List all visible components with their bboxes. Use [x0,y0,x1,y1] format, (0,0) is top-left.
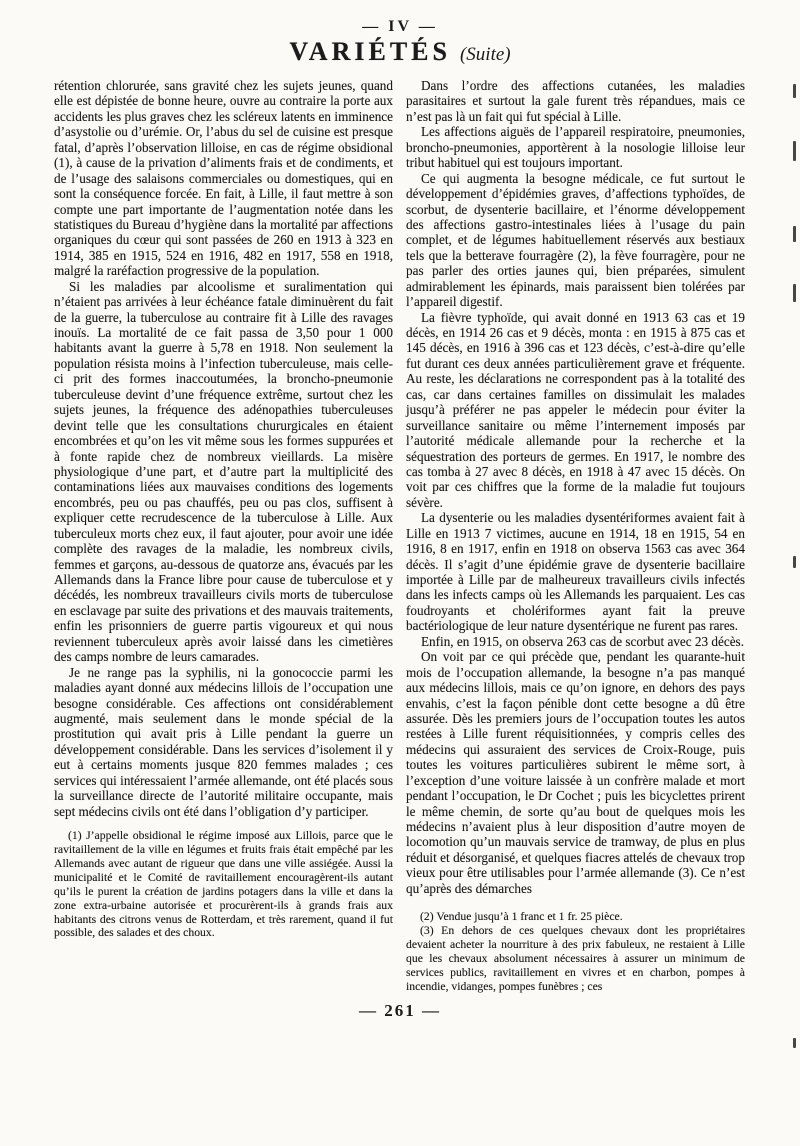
paragraph: Les affections aiguës de l’appareil respiratoire, pneumonies, broncho-pneumonies, apportèrent à la nosologie lilloise leur tribut habituel qui est toujours important. [406,124,745,171]
scan-artifact-mark [793,556,796,568]
page-footer [54,1001,746,1021]
page-title-suffix: (Suite) [459,44,511,65]
paragraph: Dans l’ordre des affections cutanées, les maladies parasitaires et surtout la gale furent très répandues, mais ce n’est pas là un fait qui fut spécial à Lille. [406,78,745,124]
scan-artifact-mark [793,84,796,98]
paragraph: rétention chlorurée, sans gravité chez les sujets jeunes, quand elle est dépistée de bonne heure, ouvre au contraire la porte aux accidents les plus graves chez les scléreux latents en imminence d’asystolie ou d’urémie. Or, l’abus du sel de cuisine est presque fatal, d’après l’observation lilloise, en cas de régime obsidional (1), à cause de la privation d’aliments frais et de condiments, et de l’usage des salaisons commerciales ou domestiques, qui en sont la conséquence forcée. En fait, à Lille, il faut mettre à son compte une part importante de l’augmentation notée dans les statistiques du Bureau d’hygiène dans la mortalité par affections organiques du cœur qui sont passées de 260 en 1913 à 323 en 1914, 385 en 1915, 524 en 1916, 482 en 1917, 558 en 1918, malgré la raréfaction progressive de la population. [54,78,393,279]
footnote: (3) En dehors de ces quelques chevaux dont les propriétaires devaient acheter la nourriture à des prix fabuleux, ne restaient à Lille que les chevaux absolument nécessaires à assurer un minimum de services publics, ravitaillement en vivres et en charbon, pompes à incendie, vidanges, pompes funèbres ; ces [406,924,745,993]
scan-artifact-mark [793,226,796,242]
right-column [406,78,745,994]
footnote: (2) Vendue jusqu’à 1 franc et 1 fr. 25 pièce. [420,910,623,924]
paragraph: La fièvre typhoïde, qui avait donné en 1913 63 cas et 19 décès, en 1914 26 cas et 9 décès, monta : en 1915 à 875 cas et 145 décès, en 1916 à 396 cas et 123 décès, c’est-à-dire qu’elle fut durant ces deux années particulièrement grave et fréquente. Au reste, les déclarations ne correspondent pas à la totalité des cas, car dans certaines familles on dissimulait les malades jusqu’à préférer ne pas appeler le médecin pour éviter la surveillance sanitaire ou même l’internement imposés par l’autorité médicale allemande pour la recherche et la séquestration des porteurs de germes. En 1917, le nombre des cas tomba à 27 avec 8 décès, en 1918 à 47 avec 15 décès. On voit par ces chiffres que la forme de la maladie fut toujours sévère. [406,309,745,510]
paragraph: On voit par ce qui précède que, pendant les quarante-huit mois de l’occupation allemande, la besogne n’a pas manqué aux médecins lillois, mais ce qu’on ignore, en dehors des pays envahis, c’est la façon pénible dont cette besogne a dû être assurée. Dès les premiers jours de l’occupation toutes les autos restées à Lille furent réquisitionnées, y compris celles des médecins qui assuraient des services de Croix-Rouge, puis toutes les voitures particulières subirent le même sort, à l’exception d’une voiture laissée à un confrère malade et mort pendant l’occupation, le Dr Cochet ; puis les bicyclettes prirent le même chemin, de sorte qu’au bout de quelques mois les médecins n’avaient plus à leur disposition d’autre moyen de locomotion qu’un mauvais service de tramway, de plus en plus réduit et désorganisé, et quelques fiacres attelés de chevaux trop vieux pour être utilisables pour l’armée allemande (3). Ce n’est qu’après des démarches [406,649,745,896]
scan-artifact-mark [793,1038,796,1048]
scan-edge-artifacts [788,0,800,1146]
paragraph: Si les maladies par alcoolisme et suralimentation qui n’étaient pas arrivées à leur échéance fatale diminuèrent du fait de la guerre, la tuberculose au contraire fit à Lille des ravages inouïs. La mortalité de ce fait passa de 3,50 pour 1 000 habitants avant la guerre à 5,78 en 1918. Non seulement la population résista moins à l’infection tuberculeuse, mais celle-ci prit des formes inaccoutumées, la broncho-pneumonie tuberculeuse devint d’une fréquence extrême, surtout chez les sujets jeunes, la fréquence des adénopathies tuberculeuses devint telle que les consultations chururgicales en étaient encombrées et qu’on les vit même sous les formes suppurées et à fonte rapide chez de nombreux vieillards. La misère physiologique d’une part, et d’autre part la multiplicité des contaminations liées aux mauvaises conditions des logements encombrés, peu ou pas chauffés, peu ou pas clos, suffisent à expliquer cette recrudescence de la tuberculose à Lille. Aux tuberculeux morts chez eux, il faut ajouter, pour avoir une idée complète des ravages de la maladie, les nombreux civils, femmes et garçons, au-dessous de quatorze ans, évacués par les Allemands dans la France libre pour cause de tuberculose et y décédés, les nombreux travailleurs civils morts de tuberculose en esclavage par suite des privations et des mauvais traitements, enfin les prisonniers de guerre partis vigoureux et qui nous reviennent tuberculeux après avoir laissé dans les cimetières des camps nombre de leurs camarades. [54,278,393,665]
paragraph: Je ne range pas la syphilis, ni la gonococcie parmi les maladies ayant donné aux médecins lillois de l’occupation une besogne considérable. Ces affections ont considérablement augmenté, mais seulement dans le monde spécial de la prostitution qui avait pris à Lille pendant la guerre un développement considérable. Dans les services d’isolement il y eut à certains moments jusque 820 femmes malades ; ces services qui intéressaient l’armée allemande, ont été placés sous la surveillance directe de l’autorité militaire occupante, mais sept médecins civils ont été dans l’obligation d’y participer. [54,664,393,819]
scan-artifact-mark [793,284,796,302]
scan-artifact-mark [793,141,796,161]
page-header [54,18,746,67]
paragraph: Ce qui augmenta la besogne médicale, ce fut surtout le développement d’épidémies graves, d’affections typhoïdes, de scorbut, de dysenterie bacillaire, et l’énorme développement des affections gastro-intestinales liées à l’usage du pain complet, et de légumes habituellement réservés aux bestiaux tels que la betterave fourragère (2), la fève fourragère, pour ne pas parler des orties jaunes qui, bien préparées, simulent admirablement les épinards, mais paraissent bien tolérées par l’appareil digestif. [406,170,745,310]
two-column-body [54,78,746,994]
footnote: (1) J’appelle obsidional le régime imposé aux Lillois, parce que le ravitaillement de la ville en légumes et fruits frais était empêché par les Allemands avec autant de rigueur que dans une ville assiégée. Aussi la municipalité et le Comité de ravitaillement encouragèrent-ils autant qu’ils le purent la création de jardins potagers dans la ville et dans la zone extra-urbaine autorisée et procurèrent-ils à grands frais aux habitants des citrons venus de Rotterdam, et très rarement, quand il fut possible, des salades et des choux. [54,829,393,940]
page-number: — 261 — [359,1000,441,1020]
paragraph: Enfin, en 1915, on observa 263 cas de scorbut avec 23 décès. [421,633,744,649]
right-footnotes [406,910,745,994]
left-footnotes [54,829,393,940]
page-roman-numeral: — IV — [362,18,438,35]
paragraph: La dysenterie ou les maladies dysentériformes avaient fait à Lille en 1913 7 victimes, aucune en 1914, 18 en 1915, 54 en 1916, 8 en 1917, enfin en 1918 on observa 1563 cas avec 364 décès. Il s’agit d’une épidémie grave de dysenterie bacillaire importée à Lille par de malheureux travailleurs civils infectés dans les infects camps où les Allemands les parquaient. Les cas foudroyants et cholériformes ayant fait la preuve bactériologique de leur nature dysentérique ne furent pas rares. [406,510,745,634]
left-column [54,78,393,994]
page-title-line [54,37,746,67]
page-title: VARIÉTÉS [289,37,451,66]
